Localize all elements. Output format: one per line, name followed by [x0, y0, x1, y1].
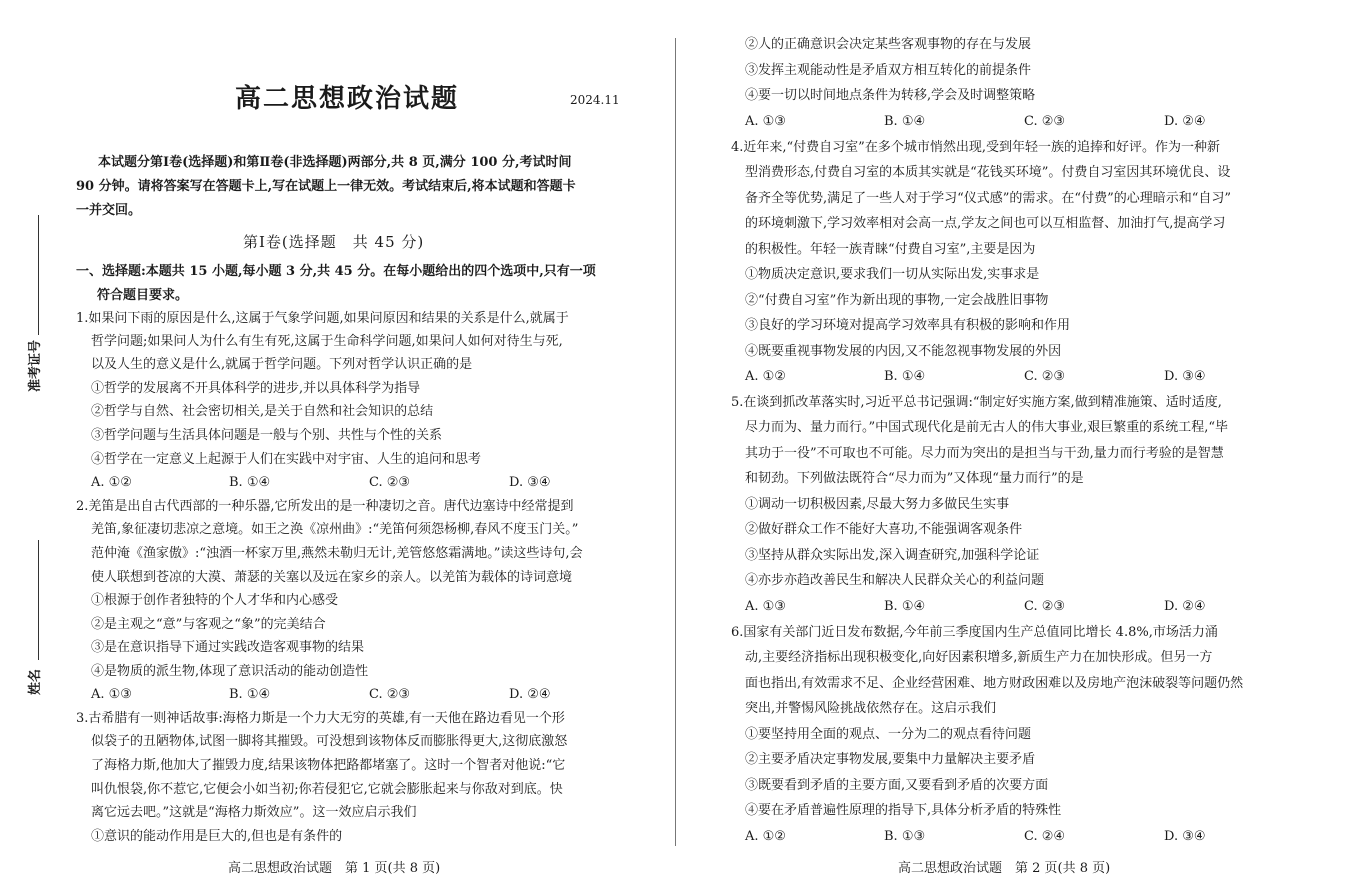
q3-line: 离它远去吧。”这就是“海格力斯效应”。这一效应启示我们: [91, 805, 417, 820]
binding-line-top: [38, 215, 39, 335]
q3-option-b: B. ①④: [884, 114, 926, 129]
exam-title: 高二思想政治试题: [235, 84, 460, 114]
q5-option-d: D. ②④: [1164, 599, 1206, 614]
q5-line: 尽力而为、量力而行。”中国式现代化是前无古人的伟大事业,艰巨繁重的系统工程,“毕: [745, 420, 1229, 435]
exam-id-label: 准考证号: [28, 339, 43, 392]
q1-choice: ④哲学在一定意义上起源于人们在实践中对宇宙、人生的追问和思考: [91, 452, 482, 467]
q1-line: 以及人生的意义是什么,就属于哲学问题。下列对哲学认识正确的是: [91, 357, 473, 372]
q5-option-c: C. ②③: [1024, 599, 1066, 614]
q4-line: 的环境刺激下,学习效率相对会高一点,学友之间也可以互相监督、加油打气,提高学习: [745, 216, 1226, 231]
q3-choice: ①意识的能动作用是巨大的,但也是有条件的: [91, 829, 343, 844]
q5-choice: ④亦步亦趋改善民生和解决人民群众关心的利益问题: [745, 573, 1045, 588]
q3-choice: ④要一切以时间地点条件为转移,学会及时调整策略: [745, 88, 1036, 103]
q1-choice: ①哲学的发展离不开具体科学的进步,并以具体科学为指导: [91, 381, 421, 396]
q5-option-b: B. ①④: [884, 599, 926, 614]
q1-line: 哲学问题;如果问人为什么有生有死,这属于生命科学问题,如果问人如何对待生与死,: [91, 334, 563, 349]
q4-line: 的积极性。年轻一族青睐“付费自习室”,主要是因为: [745, 242, 1036, 257]
q4-choice: ③良好的学习环境对提高学习效率具有积极的影响和作用: [745, 318, 1071, 333]
q2-option-d: D. ②④: [509, 687, 551, 702]
q1-option-c: C. ②③: [369, 475, 411, 490]
q4-choice: ①物质决定意识,要求我们一切从实际出发,实事求是: [745, 267, 1040, 282]
binding-line-middle: [38, 540, 39, 660]
q1-option-a: A. ①②: [91, 475, 132, 490]
q3-line: 似袋子的丑陋物体,试图一脚将其摧毁。可没想到该物体反而膨胀得更大,这彻底激怒: [91, 734, 568, 749]
section-title: 第Ⅰ卷(选择题 共 45 分): [243, 233, 425, 251]
q3-choice: ③发挥主观能动性是矛盾双方相互转化的前提条件: [745, 63, 1032, 78]
q5-choice: ③坚持从群众实际出发,深入调查研究,加强科学论证: [745, 548, 1040, 563]
q2-line: 羌笛,象征凄切悲凉之意境。如王之涣《凉州曲》:“羌笛何须怨杨柳,春风不度玉门关。”: [91, 522, 579, 537]
footer-left: 高二思想政治试题 第 1 页(共 8 页): [228, 861, 441, 876]
q4-option-c: C. ②③: [1024, 369, 1066, 384]
q6-choice: ②主要矛盾决定事物发展,要集中力量解决主要矛盾: [745, 752, 1036, 767]
q2-choice: ③是在意识指导下通过实践改造客观事物的结果: [91, 640, 365, 655]
q2-option-a: A. ①③: [91, 687, 132, 702]
q2-choice: ④是物质的派生物,体现了意识活动的能动创造性: [91, 664, 369, 679]
q6-line: 突出,并警惕风险挑战依然存在。这启示我们: [745, 701, 997, 716]
part-heading-2: 符合题目要求。: [97, 288, 189, 303]
q4-option-d: D. ③④: [1164, 369, 1206, 384]
q3-line: 叫仇恨袋,你不惹它,它便会小如当初;你若侵犯它,它就会膨胀起来与你敌对到底。快: [91, 782, 563, 797]
q5-choice: ①调动一切积极因素,尽最大努力多做民生实事: [745, 497, 1010, 512]
q5-option-a: A. ①③: [745, 599, 786, 614]
q2-choice: ②是主观之“意”与客观之“象”的完美结合: [91, 617, 326, 632]
q4-line: 备齐全等优势,满足了一些人对于学习“仪式感”的需求。在“付费”的心理暗示和“自习”: [745, 191, 1232, 206]
exam-date: 2024.11: [570, 93, 620, 107]
q3-line: 了海格力斯,他加大了摧毁力度,结果该物体把路都堵塞了。这时一个智者对他说:“它: [91, 758, 566, 773]
q6-choice: ③既要看到矛盾的主要方面,又要看到矛盾的次要方面: [745, 778, 1049, 793]
q1-choice: ②哲学与自然、社会密切相关,是关于自然和社会知识的总结: [91, 404, 434, 419]
q4-option-b: B. ①④: [884, 369, 926, 384]
q4-line: 4.近年来,“付费自习室”在多个城市悄然出现,受到年轻一族的追捧和好评。作为一种新: [731, 140, 1220, 155]
q6-option-c: C. ②④: [1024, 829, 1066, 844]
q3-choice: ②人的正确意识会决定某些客观事物的存在与发展: [745, 37, 1032, 52]
q3-option-c: C. ②③: [1024, 114, 1066, 129]
q1-option-d: D. ③④: [509, 475, 551, 490]
q3-option-a: A. ①③: [745, 114, 786, 129]
q6-option-d: D. ③④: [1164, 829, 1206, 844]
q2-option-b: B. ①④: [229, 687, 271, 702]
q4-choice: ④既要重视事物发展的内因,又不能忽视事物发展的外因: [745, 344, 1062, 359]
q5-line: 和韧劲。下列做法既符合“尽力而为”又体现“量力而行”的是: [745, 471, 1084, 486]
q2-line: 2.羌笛是出自古代西部的一种乐器,它所发出的是一种凄切之音。唐代边塞诗中经常提到: [76, 499, 574, 514]
part-heading-1: 一、选择题:本题共 15 小题,每小题 3 分,共 45 分。在每小题给出的四个选项中,只有一项: [76, 264, 596, 279]
q3-option-d: D. ②④: [1164, 114, 1206, 129]
instructions-line-3: 一并交回。: [76, 203, 142, 218]
q6-choice: ①要坚持用全面的观点、一分为二的观点看待问题: [745, 727, 1032, 742]
name-label: 姓名: [28, 668, 43, 695]
q6-line: 面也指出,有效需求不足、企业经营困难、地方财政困难以及房地产泡沫破裂等问题仍然: [745, 676, 1244, 691]
q3-line: 3.古希腊有一则神话故事:海格力斯是一个力大无穷的英雄,有一天他在路边看见一个形: [76, 711, 565, 726]
q5-line: 5.在谈到抓改革落实时,习近平总书记强调:“制定好实施方案,做到精准施策、适时适度,: [731, 395, 1222, 410]
q1-line: 1.如果问下雨的原因是什么,这属于气象学问题,如果问原因和结果的关系是什么,就属于: [76, 311, 569, 326]
q6-line: 6.国家有关部门近日发布数据,今年前三季度国内生产总值同比增长 4.8%,市场活力涌: [731, 625, 1218, 640]
q2-option-c: C. ②③: [369, 687, 411, 702]
q4-line: 型消费形态,付费自习室的本质其实就是“花钱买环境”。付费自习室因其环境优良、设: [745, 165, 1231, 180]
q5-choice: ②做好群众工作不能好大喜功,不能强调客观条件: [745, 522, 1023, 537]
page-divider: [675, 38, 676, 846]
q2-line: 范仲淹《渔家傲》:“浊酒一杯家万里,燕然未勒归无计,羌管悠悠霜满地。”读这些诗句,会: [91, 546, 583, 561]
footer-right: 高二思想政治试题 第 2 页(共 8 页): [898, 861, 1111, 876]
q6-option-b: B. ①③: [884, 829, 926, 844]
q2-line: 使人联想到苍凉的大漠、萧瑟的关塞以及远在家乡的亲人。以羌笛为载体的诗词意境: [91, 570, 573, 585]
q1-choice: ③哲学问题与生活具体问题是一般与个别、共性与个性的关系: [91, 428, 443, 443]
q6-option-a: A. ①②: [745, 829, 786, 844]
q1-option-b: B. ①④: [229, 475, 271, 490]
instructions-line-2: 90 分钟。请将答案写在答题卡上,写在试题上一律无效。考试结束后,将本试题和答题卡: [76, 179, 576, 194]
q5-line: 其功于一役”不可取也不可能。尽力而为突出的是担当与干劲,量力而行考验的是智慧: [745, 446, 1224, 461]
q6-line: 动,主要经济指标出现积极变化,向好因素积增多,新质生产力在加快形成。但另一方: [745, 650, 1213, 665]
q6-choice: ④要在矛盾普遍性原理的指导下,具体分析矛盾的特殊性: [745, 803, 1062, 818]
q4-option-a: A. ①②: [745, 369, 786, 384]
instructions-line-1: 本试题分第Ⅰ卷(选择题)和第Ⅱ卷(非选择题)两部分,共 8 页,满分 100 分,考试时间: [98, 155, 572, 170]
q2-choice: ①根源于创作者独特的个人才华和内心感受: [91, 593, 339, 608]
q4-choice: ②“付费自习室”作为新出现的事物,一定会战胜旧事物: [745, 293, 1049, 308]
